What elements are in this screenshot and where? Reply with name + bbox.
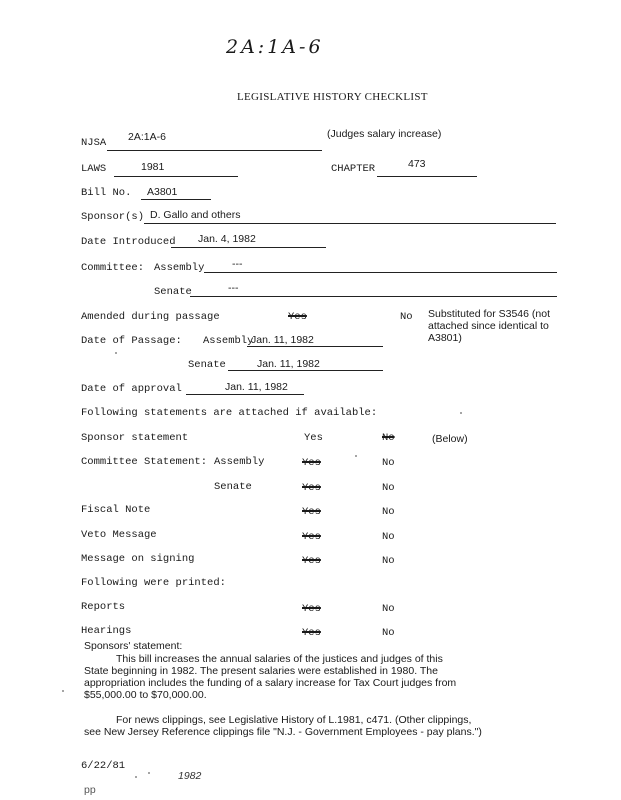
- date-passage-assembly-label: Assembly: [203, 335, 254, 347]
- statement-row-label: Sponsor statement: [81, 432, 189, 444]
- statements-heading: Following statements are attached if available:: [81, 407, 378, 419]
- amended-no: No: [400, 311, 413, 323]
- printed-row-no: No: [382, 603, 395, 615]
- printed-row-no: No: [382, 627, 395, 639]
- date-passage-senate-underline: [228, 370, 383, 371]
- amended-note-2: attached since identical to: [428, 320, 549, 332]
- chapter-underline: [377, 176, 477, 177]
- committee-senate-label: Senate: [154, 286, 192, 298]
- statement-row-no: No: [382, 432, 395, 444]
- printed-heading: Following were printed:: [81, 577, 226, 589]
- statement-row-sublabel: Assembly: [214, 456, 265, 468]
- scan-speck: [355, 455, 357, 457]
- footer-date: 6/22/81: [81, 760, 126, 772]
- scan-speck: [62, 690, 64, 692]
- statement-row-no: No: [382, 482, 395, 494]
- njsa-label: NJSA: [81, 137, 107, 149]
- printed-row-yes: Yes: [302, 603, 321, 615]
- statement-row-sublabel: Senate: [214, 481, 252, 493]
- sponsors-statement-line: appropriation includes the funding of a salary increase for Tax Court judges from: [84, 677, 457, 689]
- statement-row-yes: Yes: [302, 531, 321, 543]
- date-approval-value: Jan. 11, 1982: [225, 381, 288, 393]
- statement-row-yes: Yes: [302, 555, 321, 567]
- scan-speck: [135, 776, 137, 778]
- statement-row-label: Committee Statement:: [81, 456, 208, 468]
- sponsors-statement-line: This bill increases the annual salaries of the justices and judges of this: [116, 653, 443, 665]
- laws-value: 1981: [141, 161, 165, 173]
- sponsor-underline: [144, 223, 556, 224]
- committee-assembly-label: Assembly: [154, 262, 205, 274]
- committee-assembly-value: ---: [232, 258, 243, 270]
- printed-row-yes: Yes: [302, 627, 321, 639]
- date-passage-assembly-value: Jan. 11, 1982: [251, 334, 314, 346]
- sponsors-statement-heading: Sponsors' statement:: [84, 640, 183, 652]
- clippings-line: see New Jersey Reference clippings file "N.J. - Government Employees - pay plans."): [84, 726, 482, 738]
- clippings-line: For news clippings, see Legislative History of L.1981, c471. (Other clippings,: [116, 714, 472, 726]
- statement-row-yes: Yes: [302, 482, 321, 494]
- date-introduced-underline: [171, 247, 326, 248]
- amended-note-1: Substituted for S3546 (not: [428, 308, 550, 320]
- footer-stamp: 1982: [178, 770, 202, 782]
- date-passage-label: Date of Passage:: [81, 335, 182, 347]
- printed-row-label: Hearings: [81, 625, 132, 637]
- date-approval-label: Date of approval: [81, 383, 182, 395]
- page-title: LEGISLATIVE HISTORY CHECKLIST: [237, 91, 428, 103]
- njsa-underline: [107, 150, 322, 151]
- committee-senate-value: ---: [228, 282, 239, 294]
- bill-label: Bill No.: [81, 187, 132, 199]
- laws-underline: [114, 176, 238, 177]
- scan-speck: [115, 352, 117, 354]
- statement-row-label: Message on signing: [81, 553, 195, 565]
- date-introduced-label: Date Introduced: [81, 236, 176, 248]
- scan-speck: [148, 772, 150, 774]
- date-introduced-value: Jan. 4, 1982: [198, 233, 256, 245]
- statement-row-no: No: [382, 555, 395, 567]
- laws-label: LAWS: [81, 163, 107, 175]
- statement-row-no: No: [382, 506, 395, 518]
- handwritten-code: 2A:1A-6: [226, 36, 324, 58]
- committee-label: Committee:: [81, 262, 145, 274]
- njsa-value: 2A:1A-6: [128, 131, 166, 143]
- sponsor-label: Sponsor(s): [81, 211, 145, 223]
- committee-assembly-underline: [204, 272, 557, 273]
- statement-row-no: No: [382, 457, 395, 469]
- sponsor-value: D. Gallo and others: [150, 209, 241, 221]
- bill-underline: [141, 199, 211, 200]
- footer-initials: pp: [84, 784, 96, 796]
- statement-row-note: (Below): [432, 433, 468, 445]
- date-passage-assembly-underline: [247, 346, 383, 347]
- njsa-note: (Judges salary increase): [327, 128, 442, 140]
- date-passage-senate-value: Jan. 11, 1982: [257, 358, 320, 370]
- committee-senate-underline: [190, 296, 557, 297]
- printed-row-label: Reports: [81, 601, 126, 613]
- statement-row-yes: Yes: [302, 506, 321, 518]
- statement-row-yes: Yes: [302, 457, 321, 469]
- statement-row-no: No: [382, 531, 395, 543]
- chapter-value: 473: [408, 158, 426, 170]
- statement-row-label: Veto Message: [81, 529, 157, 541]
- sponsors-statement-line: $55,000.00 to $70,000.00.: [84, 689, 207, 701]
- scan-speck: [460, 412, 462, 414]
- statement-row-yes: Yes: [304, 432, 323, 444]
- chapter-label: CHAPTER: [331, 163, 376, 175]
- date-passage-senate-label: Senate: [188, 359, 226, 371]
- sponsors-statement-line: State beginning in 1982. The present salaries were established in 1980. The: [84, 665, 438, 677]
- amended-label: Amended during passage: [81, 311, 220, 323]
- amended-yes: Yes: [288, 311, 307, 323]
- amended-note-3: A3801): [428, 332, 462, 344]
- bill-value: A3801: [147, 186, 178, 198]
- date-approval-underline: [186, 394, 304, 395]
- statement-row-label: Fiscal Note: [81, 504, 151, 516]
